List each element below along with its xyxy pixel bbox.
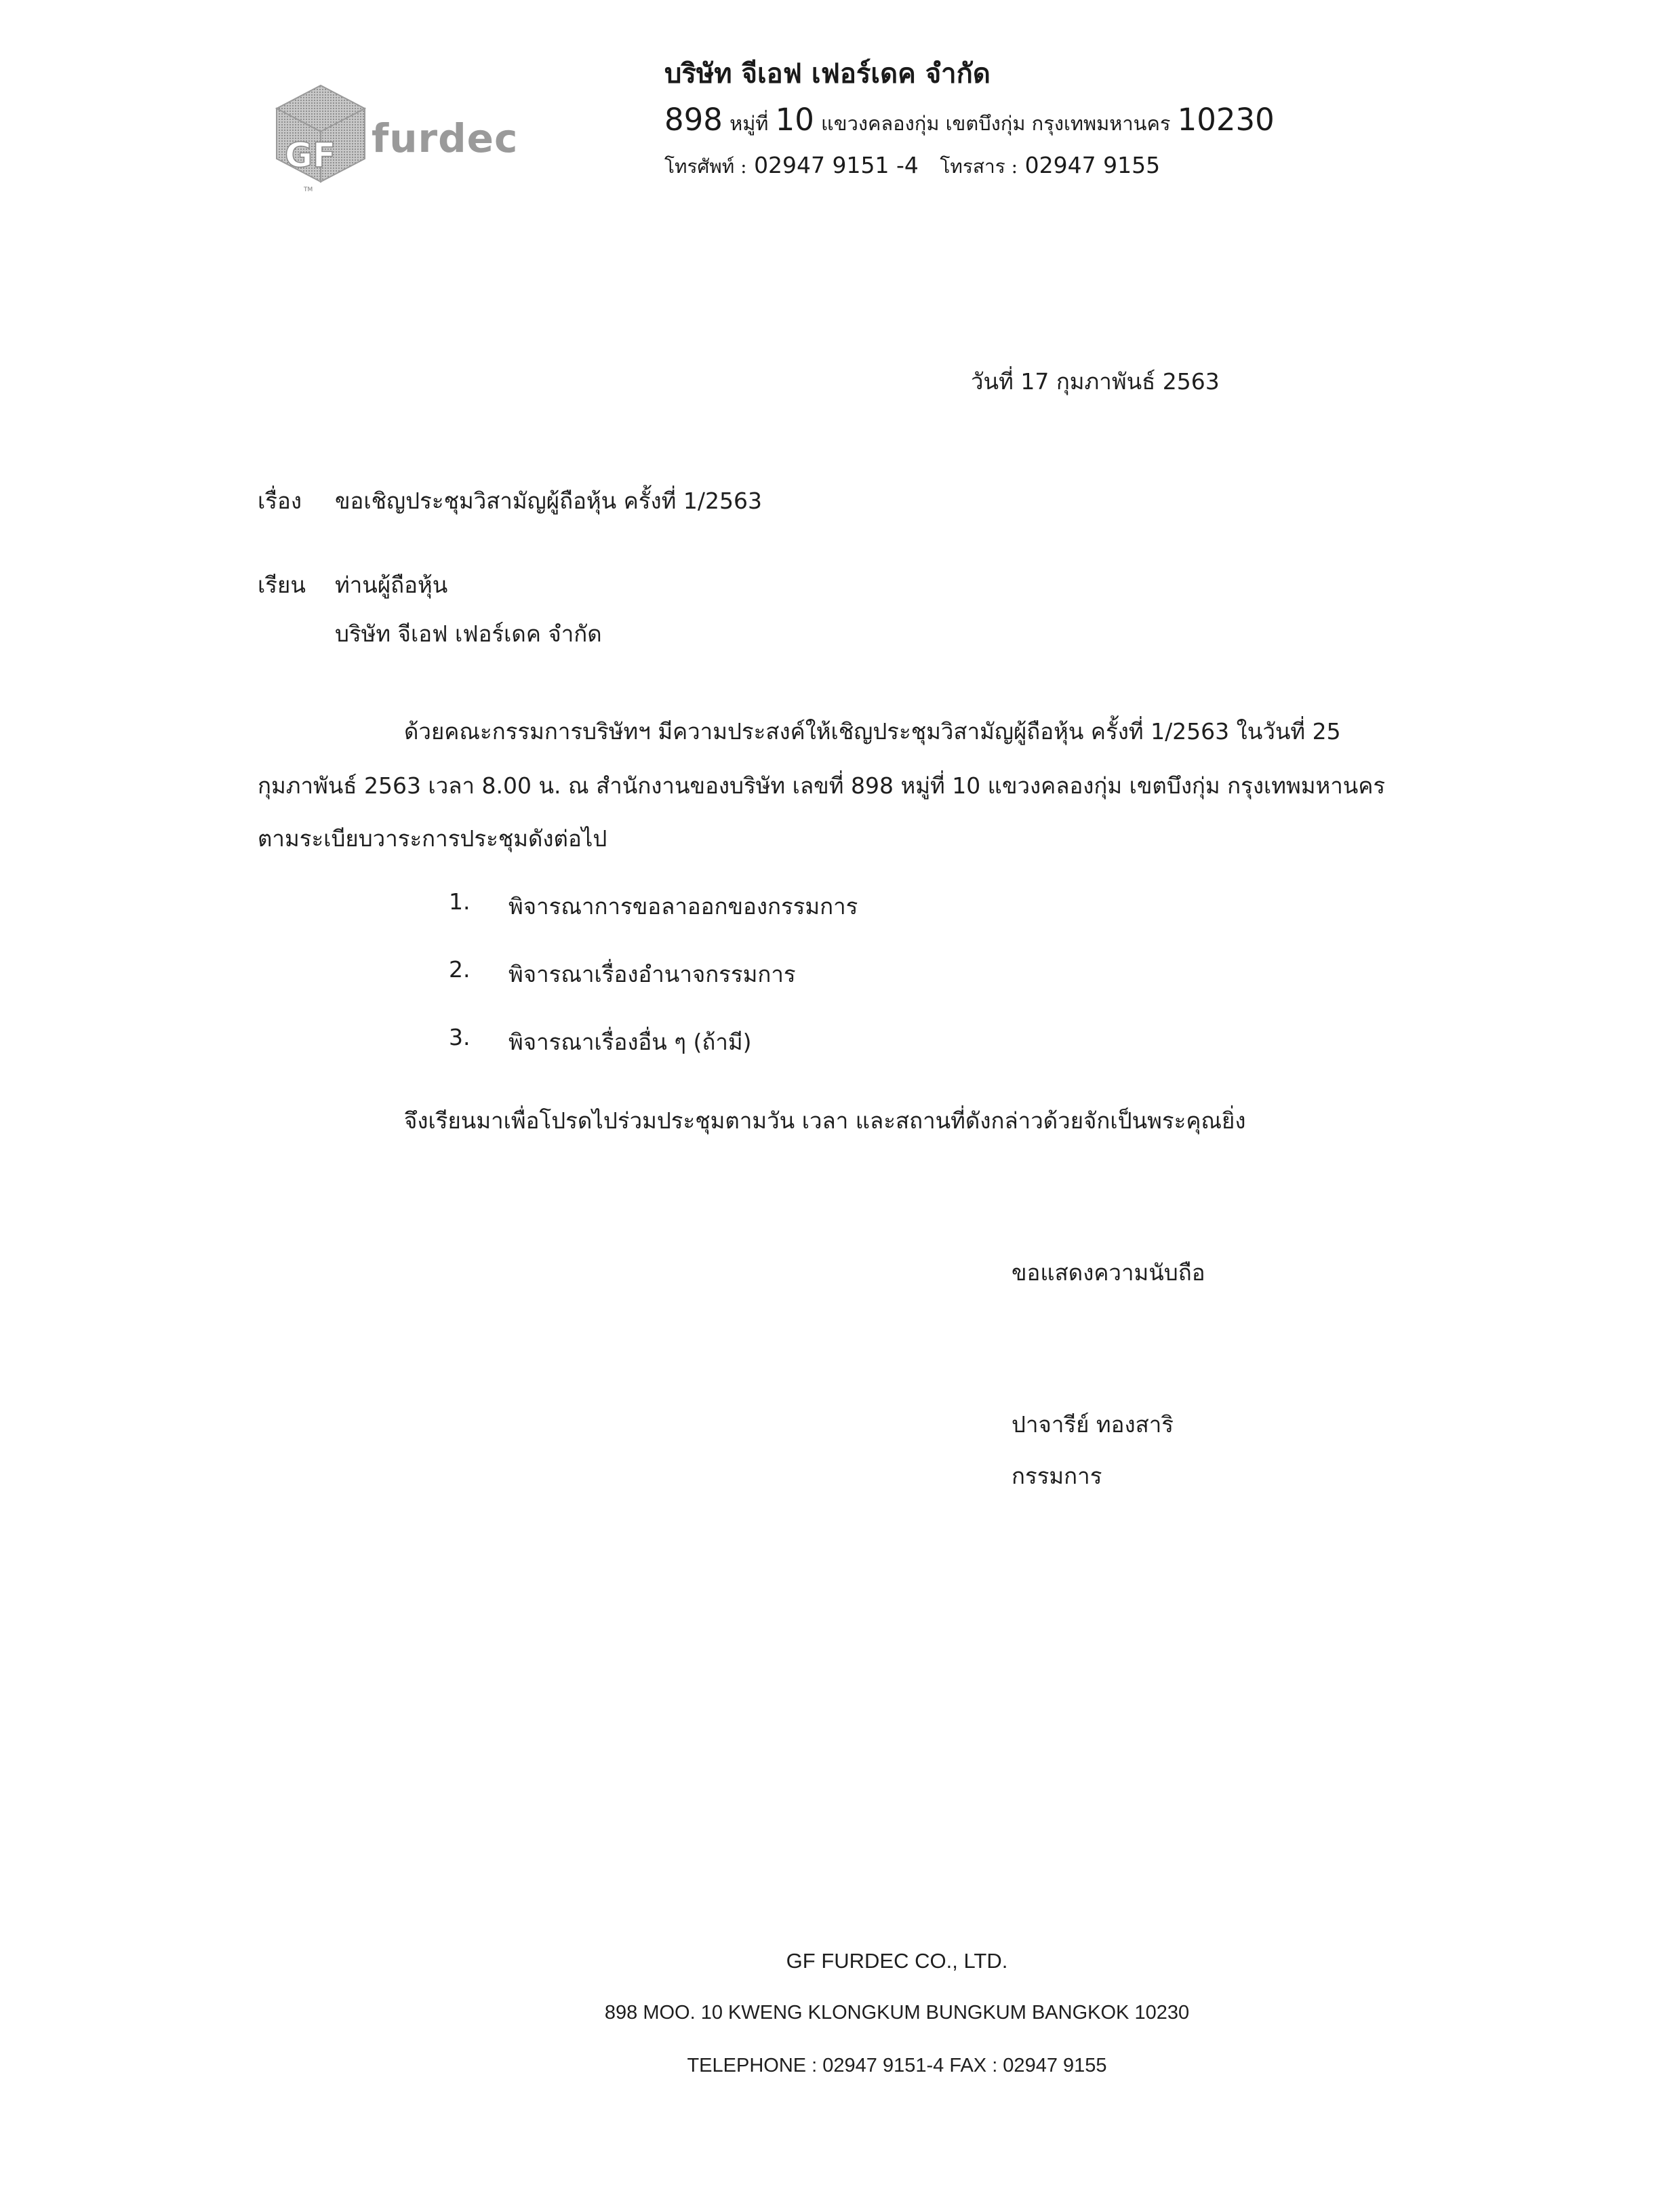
- gf-cube-logo-icon: [270, 80, 372, 195]
- address-rest: แขวงคลองกุ่ม เขตบึงกุ่ม กรุงเทพมหานคร: [821, 112, 1171, 135]
- signer-name: ปาจารีย์ ทองสาริ: [1012, 1411, 1174, 1438]
- footer-contact: TELEPHONE : 02947 9151-4 FAX : 02947 9155: [687, 2055, 1107, 2076]
- body-paragraph-line-2: กุมภาพันธ์ 2563 เวลา 8.00 น. ณ สำนักงานของบริษัท เลขที่ 898 หมู่ที่ 10 แขวงคลองกุ่ม เขตบึงกุ่ม กรุงเทพมหานคร: [258, 772, 1386, 799]
- address-moo: 10: [775, 102, 814, 138]
- footer-address: 898 MOO. 10 KWENG KLONGKUM BUNGKUM BANGKOK 10230: [604, 2002, 1190, 2024]
- address-moo-label: หมู่ที่: [729, 112, 769, 135]
- body-paragraph-line-3: ตามระเบียบวาระการประชุมดังต่อไป: [258, 825, 607, 852]
- tel-number: 02947 9151 -4: [754, 152, 919, 178]
- footer-company-name: GF FURDEC CO., LTD.: [786, 1949, 1008, 1973]
- agenda-item-text: พิจารณาเรื่องอำนาจกรรมการ: [508, 961, 796, 987]
- company-name-th: บริษัท จีเอฟ เฟอร์เดค จำกัด: [664, 58, 991, 90]
- address-number: 898: [664, 102, 723, 138]
- agenda-item-number: 3.: [449, 1024, 471, 1050]
- tel-label: โทรศัพท์ :: [664, 155, 747, 178]
- fax-number: 02947 9155: [1024, 152, 1161, 178]
- logo-text: furdec: [372, 115, 519, 161]
- closing-salutation: ขอแสดงความนับถือ: [1012, 1259, 1205, 1286]
- recipient-line-2: บริษัท จีเอฟ เฟอร์เดค จำกัด: [335, 620, 602, 647]
- logo-mark: GF: [285, 136, 336, 175]
- company-address-th: [664, 102, 1275, 139]
- address-postcode: 10230: [1177, 102, 1275, 138]
- company-logo: [270, 80, 519, 195]
- recipient-line-1: ท่านผู้ถือหุ้น: [335, 572, 448, 598]
- fax-label: โทรสาร :: [940, 155, 1018, 178]
- agenda-item-number: 1.: [449, 888, 471, 915]
- body-paragraph-line-1: ด้วยคณะกรรมการบริษัทฯ มีความประสงค์ให้เชิญประชุมวิสามัญผู้ถือหุ้น ครั้งที่ 1/2563 ในวันที่ 25: [404, 718, 1341, 745]
- agenda-item-number: 2.: [449, 956, 471, 983]
- subject-label: เรื่อง: [258, 488, 302, 514]
- subject-text: ขอเชิญประชุมวิสามัญผู้ถือหุ้น ครั้งที่ 1/2563: [335, 488, 762, 514]
- letter-date: วันที่ 17 กุมภาพันธ์ 2563: [971, 368, 1220, 395]
- agenda-item-text: พิจารณาเรื่องอื่น ๆ (ถ้ามี): [508, 1029, 752, 1055]
- recipient-label: เรียน: [258, 572, 306, 598]
- company-contact-th: [664, 152, 1160, 182]
- trademark: TM: [304, 186, 313, 193]
- agenda-item-text: พิจารณาการขอลาออกของกรรมการ: [508, 893, 858, 920]
- closing-paragraph: จึงเรียนมาเพื่อโปรดไปร่วมประชุมตามวัน เวลา และสถานที่ดังกล่าวด้วยจักเป็นพระคุณยิ่ง: [404, 1107, 1246, 1134]
- signer-title: กรรมการ: [1012, 1463, 1102, 1489]
